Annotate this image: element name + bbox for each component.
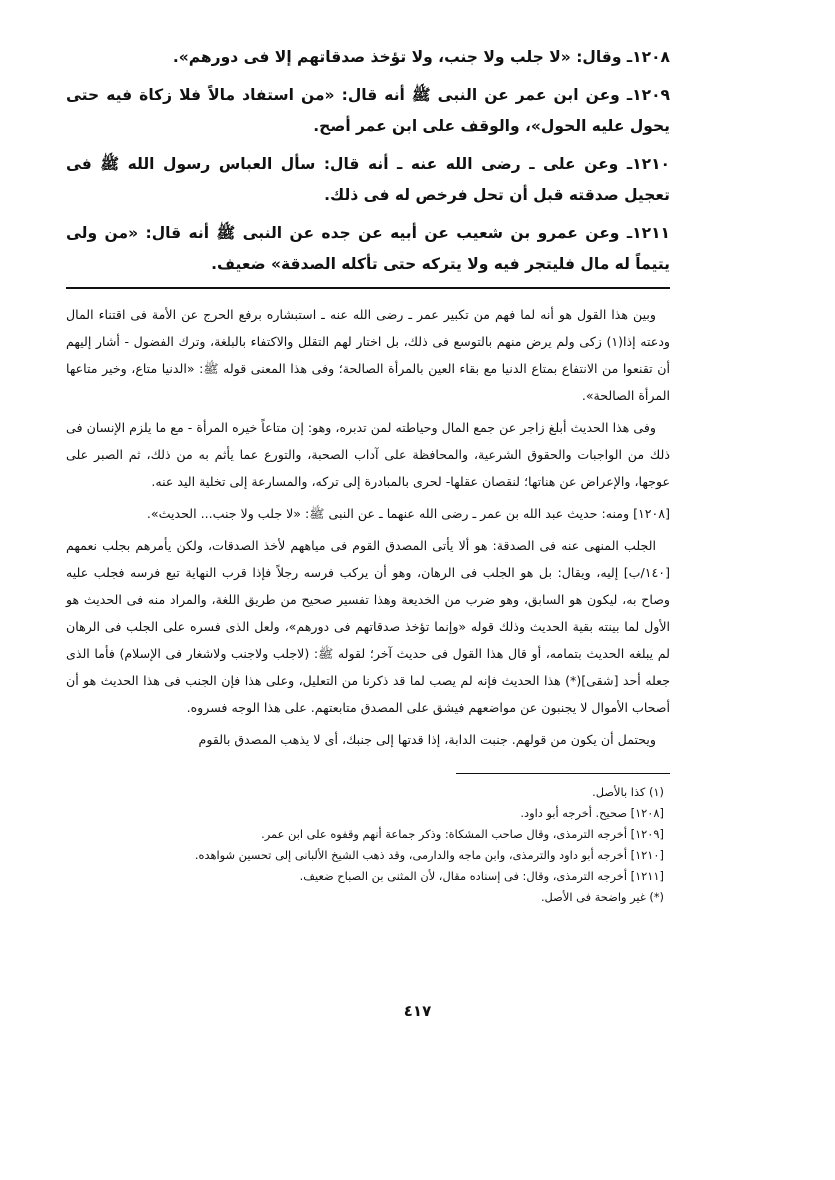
footnote-divider [456,773,670,774]
hadith-text: وعن على ـ رضى الله عنه ـ أنه قال: سأل العباس رسول الله ﷺ فى تعجيل صدقته قبل أن تحل فرخص له فى ذلك. [66,155,670,204]
footnote: (*) غير واضحة فى الأصل. [540,890,664,904]
footnote: [١٢٠٩] أخرجه الترمذى، وقال صاحب المشكاة: وذكر جماعة أنهم وقفوه على ابن عمر. [261,827,664,841]
hadith-text: وقال: «لا جلب ولا جنب، ولا تؤخذ صدقاتهم إلا فى دورهم». [172,48,622,66]
footnotes [66,782,670,908]
hadith-1211: ١٢١١ـ وعن عمرو بن شعيب عن أبيه عن جده عن النبى ﷺ أنه قال: «من ولى يتيماً له مال فليتجر فيه ولا يتركه حتى تأكله الصدقة» ضعيف. [66,224,670,273]
hadith-section [66,42,670,280]
hadith-number: ١٢٠٨ [632,48,670,66]
commentary-paragraph: الجلب المنهى عنه فى الصدقة: هو ألا يأتى المصدق القوم فى مياههم لأخذ الصدقات، ولكن يأمرهم بجلب نعمهم [١٤٠/ب] إليه، ويقال: بل هو الجلب فى الرهان، وهو أن يركب فرسه رجلاً فإذا قرب النهاية تبع فرسه فجلب عليه وصاح به، ليكون هو السابق، وهو ضرب من الخديعة وهذا تفسير صحيح من طريق اللغة، والمراد منه فى الحديث هو الأول لما بينته بقية الحديث وذلك قوله «وإنما تؤخذ صدقاتهم فى دورهم»، ولعل الذى فسره على الجلب فى الرهان لم يبلغه الحديث بتمامه، أو قال هذا القول فى حديث آخر؛ لقوله ﷺ: (لاجلب ولاجنب ولاشغار فى الإسلام) فأما الذى جعله أحد [شقى](*) هذا الحديث فإنه لم يصب لما قد ذكرنا من التعليل، وعلى هذا فإن الجنب فى هذا الحديث هو أن أصحاب الأموال لا يجنبون عن مواضعهم فيشق على المصدق متابعتهم. على هذا الوجه فسروه. [66,538,670,715]
commentary-section [66,301,670,753]
commentary-paragraph: ويحتمل أن يكون من قولهم. جنبت الدابة، إذا قدتها إلى جنبك، أى لا يذهب المصدق بالقوم [198,732,656,747]
hadith-number: ١٢١٠ [632,155,670,173]
commentary-paragraph: وفى هذا الحديث أبلغ زاجر عن جمع المال وحياطته لمن تدبره، وهو: إن متاعاً خيره المرأة - مع ما يلزم الإنسان فى ذلك من الواجبات والحقوق الشرعية، والمحافظة على آداب الصحبة، والتورع عما يأثم به من ذلك، ثم الصبر على عوجها، والإعراض عن هناتها؛ لنقصان عقلها- لحرى بالمبادرة إلى تركه، والمسارعة إلى تخلية اليد عنه. [66,420,670,489]
footnote: (١) كذا بالأصل. [592,785,664,799]
footnote: [١٢١٠] أخرجه أبو داود والترمذى، وابن ماجه والدارمى، وقد ذهب الشيخ الألبانى إلى تحسين شواهده. [194,848,664,862]
page-body [66,42,670,908]
hadith-text: وعن ابن عمر عن النبى ﷺ أنه قال: «من استفاد مالاً فلا زكاة فيه حتى يحول عليه الحول»، والوقف على ابن عمر أصح. [66,86,670,135]
hadith-1209: ١٢٠٩ـ وعن ابن عمر عن النبى ﷺ أنه قال: «من استفاد مالاً فلا زكاة فيه حتى يحول عليه الحول»، والوقف على ابن عمر أصح. [66,86,670,135]
section-divider [66,287,670,289]
footnote: [١٢٠٨] صحيح. أخرجه أبو داود. [520,806,664,820]
hadith-1210: ١٢١٠ـ وعن على ـ رضى الله عنه ـ أنه قال: سأل العباس رسول الله ﷺ فى تعجيل صدقته قبل أن تحل فرخص له فى ذلك. [66,155,670,204]
page-number: ٤١٧ [403,1002,432,1020]
hadith-text: وعن عمرو بن شعيب عن أبيه عن جده عن النبى ﷺ أنه قال: «من ولى يتيماً له مال فليتجر فيه ولا يتركه حتى تأكله الصدقة» ضعيف. [66,224,670,273]
hadith-number: ١٢٠٩ [632,86,670,104]
footnote: [١٢١١] أخرجه الترمذى، وقال: فى إسناده مقال، لأن المثنى بن الصباح ضعيف. [299,869,664,883]
commentary-paragraph: [١٢٠٨] ومنه: حديث عبد الله بن عمر ـ رضى الله عنهما ـ عن النبى ﷺ: «لا جلب ولا جنب... الحديث». [146,506,670,521]
commentary-paragraph: وبين هذا القول هو أنه لما فهم من تكبير عمر ـ رضى الله عنه ـ استبشاره برفع الحرج عن الأمة فى اقتناء المال ودعته إذا(١) زكى ولم يرض منهم بالتوسع فى ذلك، بل اختار لهم التقلل والاكتفاء بالبلغة، وترك الفضول - أشار إليهم أن تقنعوا من الانتفاع بمتاع الدنيا مع بقاء العين بالمرأة الصالحة؛ وفى هذا المعنى قوله ﷺ: «الدنيا متاع، وخير متاعها المرأة الصالحة». [66,307,671,403]
hadith-number: ١٢١١ [632,224,670,242]
hadith-1208: ١٢٠٨ـ وقال: «لا جلب ولا جنب، ولا تؤخذ صدقاتهم إلا فى دورهم». [172,48,670,66]
